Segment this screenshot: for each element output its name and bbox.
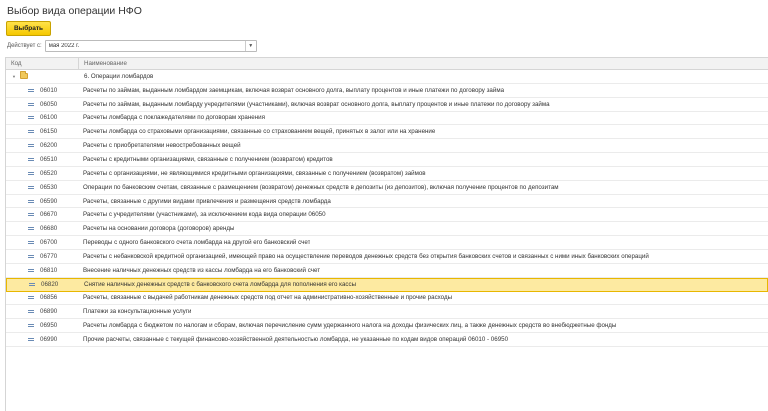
list-item-icon (28, 89, 34, 92)
list-item-icon (28, 255, 34, 258)
code-cell (6, 333, 79, 346)
row-name: Расчеты, связанные с другими видами привлечения и размещения средств ломбарда (83, 197, 331, 205)
code-cell (6, 264, 79, 277)
code-cell (6, 112, 79, 125)
expand-triangle-icon[interactable]: ▼ (12, 73, 16, 79)
list-item-icon (28, 186, 34, 189)
code-cell (6, 167, 79, 180)
list-item-icon (28, 172, 34, 175)
row-name: Расчеты с кредитными организациями, связанные с получением (возвратом) кредитов (83, 155, 333, 163)
folder-icon (20, 73, 28, 79)
table-row[interactable] (6, 305, 768, 319)
row-name: Платежи за консультационные услуги (83, 308, 192, 316)
column-header-name[interactable]: Наименование (84, 60, 127, 67)
table-row[interactable] (6, 236, 768, 250)
table-row[interactable] (6, 333, 768, 347)
row-code: 06810 (40, 266, 58, 274)
date-filter-label: Действует с: (7, 43, 42, 49)
list-item-icon (28, 324, 34, 327)
list-item-icon (28, 103, 34, 106)
table-row[interactable] (6, 125, 768, 139)
row-name: Расчеты с организациями, не являющимися кредитными организациями, связанные с получением (возвратом) займов (83, 169, 426, 177)
code-cell (6, 292, 79, 305)
code-cell (6, 125, 79, 138)
row-name: Внесение наличных денежных средств из кассы ломбарда на его банковский счет (83, 266, 321, 274)
row-name: Расчеты ломбарда с поклажедателями по договорам хранения (83, 114, 265, 122)
row-name: Расчеты с приобретателями невостребованных вещей (83, 142, 241, 150)
code-cell (6, 319, 79, 332)
table-row[interactable] (6, 222, 768, 236)
row-name: Расчеты по займам, выданным ломбарду учредителями (участниками), включая возврат основного долга, выплату процентов и иные платежи по договору займа (83, 100, 550, 108)
row-name: Переводы с одного банковского счета ломбарда на другой его банковский счет (83, 239, 311, 247)
table-row[interactable] (6, 250, 768, 264)
row-name: Прочие расчеты, связанные с текущей финансово-хозяйственной деятельностью ломбарда, не указанные по кодам видов операций 06010 - 06950 (83, 335, 509, 343)
row-code: 06100 (40, 114, 58, 122)
list-item-icon (28, 338, 34, 341)
code-cell (6, 305, 79, 318)
list-item-icon (28, 227, 34, 230)
table-row[interactable] (6, 112, 768, 126)
code-cell (6, 195, 79, 208)
code-cell (6, 250, 79, 263)
code-cell (6, 181, 79, 194)
table-row[interactable] (6, 84, 768, 98)
list-item-icon (28, 130, 34, 133)
code-cell (6, 208, 79, 221)
table-row[interactable] (6, 208, 768, 222)
table-row[interactable] (6, 181, 768, 195)
list-item-icon (28, 269, 34, 272)
date-field[interactable] (45, 40, 257, 52)
row-name: Снятие наличных денежных средств с банковского счета ломбарда для пополнения его кассы (84, 281, 357, 289)
row-code: 06700 (40, 239, 58, 247)
date-filter (7, 40, 257, 52)
page-title: Выбор вида операции НФО (7, 5, 142, 17)
row-code: 06530 (40, 183, 58, 191)
table-row[interactable] (6, 195, 768, 209)
row-code: 06890 (40, 308, 58, 316)
row-code: 06150 (40, 128, 58, 136)
column-header-code[interactable]: Код (6, 58, 79, 69)
group-row[interactable] (6, 70, 768, 84)
list-item-icon (28, 158, 34, 161)
row-name: Расчеты с небанковской кредитной организацией, имеющей право на осуществление переводов денежных средств без открытия банковских счетов и связанных с ними иных банковских операций (83, 252, 649, 260)
list-item-icon (28, 116, 34, 119)
date-input[interactable] (46, 41, 244, 51)
table-row[interactable] (6, 139, 768, 153)
row-code: 06510 (40, 155, 58, 163)
list-item-icon (28, 310, 34, 313)
row-name: Расчеты с учредителями (участниками), за исключением кода вида операции 06050 (83, 211, 326, 219)
row-code: 06950 (40, 322, 58, 330)
row-name: Расчеты по займам, выданным ломбардом заемщикам, включая возврат основного долга, выплату процентов и иные платежи по договору займа (83, 86, 505, 94)
code-cell (6, 139, 79, 152)
code-cell (6, 222, 79, 235)
row-name: Расчеты, связанные с выдачей работникам денежных средств под отчет на административно-хозяйственные и прочие расходы (83, 294, 453, 302)
list-item-icon (28, 241, 34, 244)
group-name: 6. Операции ломбардов (84, 72, 154, 80)
table-row[interactable] (6, 319, 768, 333)
code-cell (6, 84, 79, 97)
row-name: Операции по банковским счетам, связанные с размещением (возвратом) денежных средств в депозиты (из депозитов), включая получение процентов по депозитам (83, 183, 559, 191)
table-row[interactable] (6, 153, 768, 167)
row-code: 06990 (40, 335, 58, 343)
row-code: 06590 (40, 197, 58, 205)
table-row[interactable] (6, 98, 768, 112)
row-name: Расчеты ломбарда с бюджетом по налогам и сборам, включая перечисление сумм удержанного налога на доходы физических лиц, а также денежных средств во внебюджетные фонды (83, 322, 617, 330)
list-item-icon (28, 213, 34, 216)
table-header (6, 58, 768, 70)
row-code: 06856 (40, 294, 58, 302)
list-item-icon (28, 144, 34, 147)
list-item-icon (28, 200, 34, 203)
table-row[interactable] (6, 167, 768, 181)
row-name: Расчеты ломбарда со страховыми организациями, связанные со страхованием вещей, принятых в залог или на хранение (83, 128, 436, 136)
operations-table (5, 57, 768, 411)
row-name: Расчеты на основании договора (договоров) аренды (83, 225, 235, 233)
triangle-down-icon[interactable]: ▼ (245, 41, 256, 51)
code-cell (6, 98, 79, 111)
row-code: 06010 (40, 86, 58, 94)
row-code: 06820 (41, 281, 59, 289)
code-cell (7, 279, 80, 291)
code-cell (6, 153, 79, 166)
row-code: 06680 (40, 225, 58, 233)
list-item-icon (29, 283, 35, 286)
code-cell (6, 236, 79, 249)
row-code: 06770 (40, 252, 58, 260)
list-item-icon (28, 296, 34, 299)
row-code: 06520 (40, 169, 58, 177)
select-button[interactable]: Выбрать (6, 21, 51, 36)
row-code: 06670 (40, 211, 58, 219)
table-row[interactable] (6, 278, 768, 292)
row-code: 06200 (40, 142, 58, 150)
table-row[interactable] (6, 264, 768, 278)
row-code: 06050 (40, 100, 58, 108)
table-row[interactable] (6, 292, 768, 306)
